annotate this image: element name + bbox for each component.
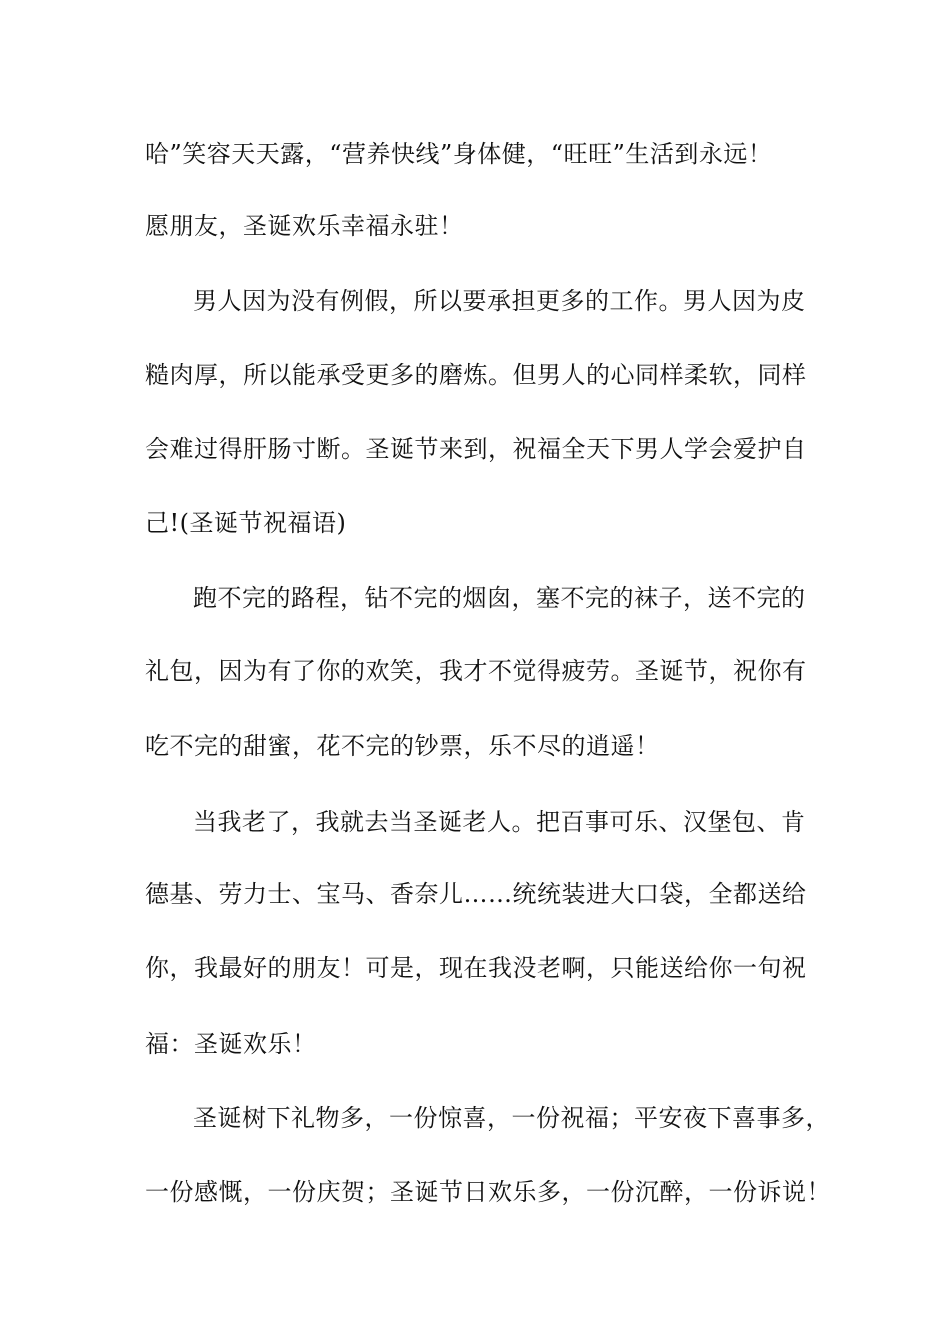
text-line: 你，我最好的朋友！可是，现在我没老啊，只能送给你一句祝 [145, 954, 807, 982]
text-line: 愿朋友，圣诞欢乐幸福永驻！ [145, 212, 464, 240]
text-line: 福：圣诞欢乐！ [145, 1030, 317, 1058]
text-line: 吃不完的甜蜜，花不完的钞票，乐不尽的逍遥！ [145, 732, 660, 760]
text-line: 己!(圣诞节祝福语) [145, 509, 347, 537]
paragraph-first-line: 跑不完的路程，钻不完的烟囱，塞不完的袜子，送不完的 [193, 584, 806, 612]
paragraph-first-line: 当我老了，我就去当圣诞老人。把百事可乐、汉堡包、肯 [193, 808, 806, 836]
text-line: 会难过得肝肠寸断。圣诞节来到，祝福全天下男人学会爱护自 [145, 435, 807, 463]
paragraph-first-line: 圣诞树下礼物多，一份惊喜，一份祝福；平安夜下喜事多， [193, 1104, 830, 1132]
text-line: 哈”笑容天天露，“营养快线”身体健，“旺旺”生活到永远！ [145, 140, 773, 168]
text-line: 一份感慨，一份庆贺；圣诞节日欢乐多，一份沉醉，一份诉说！ [145, 1178, 831, 1206]
text-line: 糙肉厚，所以能承受更多的磨炼。但男人的心同样柔软，同样 [145, 361, 807, 389]
paragraph-first-line: 男人因为没有例假，所以要承担更多的工作。男人因为皮 [193, 287, 806, 315]
text-line: 德基、劳力士、宝马、香奈儿……统统装进大口袋，全都送给 [145, 880, 807, 908]
text-line: 礼包，因为有了你的欢笑，我才不觉得疲劳。圣诞节，祝你有 [145, 657, 807, 685]
